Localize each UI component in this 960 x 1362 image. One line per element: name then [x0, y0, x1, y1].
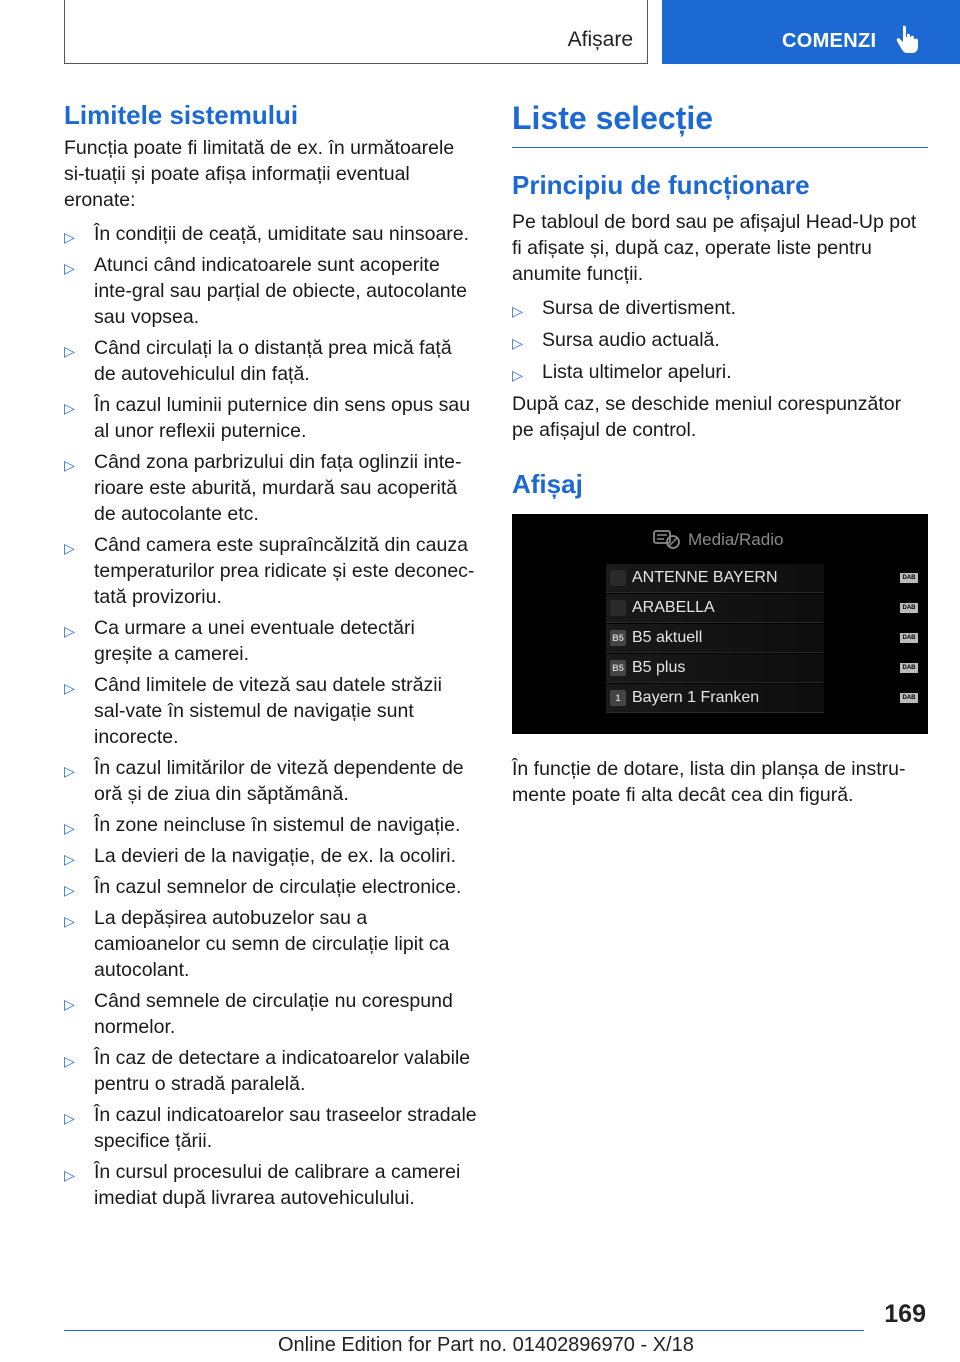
list-item-text: Sursa audio actuală. — [542, 329, 720, 351]
triangle-bullet-icon: ▷ — [64, 1053, 75, 1069]
station-label: B5 plus — [632, 659, 686, 676]
station-icon — [610, 570, 626, 586]
instrument-cluster-screen — [512, 514, 928, 734]
footer-edition: Online Edition for Part no. 01402896970 - X/18 — [278, 1334, 694, 1356]
station-icon — [610, 600, 626, 616]
list-item — [64, 392, 478, 444]
station-label: ANTENNE BAYERN — [632, 569, 778, 586]
list-item-text: Sursa de divertisment. — [542, 297, 737, 319]
selection-lists-list — [512, 295, 928, 385]
display-heading: Afișaj — [512, 469, 583, 499]
operating-principle-heading: Principiu de funcționare — [512, 170, 810, 200]
station-row[interactable] — [606, 684, 916, 713]
list-item — [64, 874, 478, 900]
triangle-bullet-icon: ▷ — [64, 260, 75, 276]
dab-badge: DAB — [900, 693, 918, 703]
triangle-bullet-icon: ▷ — [64, 996, 75, 1012]
list-item-text: Când zona parbrizului din fața oglinzii inte-rioare este aburită, murdară sau acoperită de autocolante etc. — [94, 451, 462, 525]
list-item — [64, 252, 478, 330]
triangle-bullet-icon: ▷ — [64, 343, 75, 359]
triangle-bullet-icon: ▷ — [64, 680, 75, 696]
station-label: ARABELLA — [632, 599, 715, 616]
list-item — [64, 615, 478, 667]
station-icon: B5 — [610, 630, 626, 646]
list-item-text: În zone neincluse în sistemul de navigație. — [94, 814, 461, 836]
menu-note: După caz, se deschide meniul corespunzător pe afișajul de control. — [512, 393, 902, 441]
list-item — [512, 327, 928, 353]
list-item — [64, 843, 478, 869]
system-limits-intro: Funcția poate fi limitată de ex. în următoarele si-tuații și poate afișa informații eventual eronate: — [64, 137, 455, 211]
header-tab-label: COMENZI — [782, 30, 877, 52]
list-item-text: Atunci când indicatoarele sunt acoperite inte-gral sau parțial de obiecte, autocolante sau vopsea. — [94, 254, 467, 328]
station-row[interactable] — [606, 654, 916, 683]
list-item-text: Ca urmare a unei eventuale detectări greșite a camerei. — [94, 617, 415, 665]
list-item — [64, 905, 478, 983]
list-item — [64, 449, 478, 527]
station-label: Bayern 1 Franken — [632, 689, 760, 706]
triangle-bullet-icon: ▷ — [64, 913, 75, 929]
list-item-text: Când camera este supraîncălzită din cauza temperaturilor prea ridicate și este deconec-tată provizoriu. — [94, 534, 475, 608]
screen-title: Media/Radio — [688, 530, 784, 549]
station-list — [606, 564, 916, 714]
triangle-bullet-icon: ▷ — [64, 400, 75, 416]
list-item-text: Lista ultimelor apeluri. — [542, 361, 732, 383]
station-icon: B5 — [610, 660, 626, 676]
list-item-text: În cazul luminii puternice din sens opus sau al unor reflexii puternice. — [94, 394, 471, 442]
system-limits-heading: Limitele sistemului — [64, 100, 299, 130]
list-item-text: În cazul limitărilor de viteză dependente de oră și de ziua din săptămână. — [94, 757, 464, 805]
station-icon: 1 — [610, 690, 626, 706]
list-item — [64, 672, 478, 750]
dab-badge: DAB — [900, 633, 918, 643]
left-column — [64, 100, 478, 1216]
dab-badge: DAB — [900, 573, 918, 583]
title-divider — [512, 147, 928, 148]
triangle-bullet-icon: ▷ — [64, 623, 75, 639]
dab-badge: DAB — [900, 603, 918, 613]
list-item-text: În cursul procesului de calibrare a camerei imediat după livrarea autovehiculului. — [94, 1161, 461, 1209]
media-radio-icon — [652, 528, 682, 550]
triangle-bullet-icon: ▷ — [64, 457, 75, 473]
triangle-bullet-icon: ▷ — [64, 882, 75, 898]
triangle-bullet-icon: ▷ — [512, 335, 523, 351]
right-column — [512, 100, 928, 816]
list-item — [64, 988, 478, 1040]
station-row[interactable] — [606, 594, 916, 623]
list-item-text: La devieri de la navigație, de ex. la ocoliri. — [94, 845, 457, 867]
list-item-text: Când semnele de circulație nu corespund normelor. — [94, 990, 453, 1038]
header-tab-comenzi[interactable] — [662, 0, 960, 64]
triangle-bullet-icon: ▷ — [64, 820, 75, 836]
triangle-bullet-icon: ▷ — [512, 367, 523, 383]
triangle-bullet-icon: ▷ — [64, 763, 75, 779]
list-item — [64, 1045, 478, 1097]
header-section-box — [64, 0, 648, 64]
list-item-text: În cazul semnelor de circulație electronice. — [94, 876, 462, 898]
station-row[interactable] — [606, 564, 916, 593]
triangle-bullet-icon: ▷ — [64, 540, 75, 556]
list-item-text: În caz de detectare a indicatoarelor valabile pentru o stradă paralelă. — [94, 1047, 471, 1095]
list-item — [64, 812, 478, 838]
list-item — [64, 335, 478, 387]
list-item — [64, 1159, 478, 1211]
list-item — [64, 532, 478, 610]
list-item-text: În condiții de ceață, umiditate sau ninsoare. — [94, 223, 470, 245]
list-item — [64, 755, 478, 807]
dab-badge: DAB — [900, 663, 918, 673]
operating-principle-intro: Pe tabloul de bord sau pe afișajul Head-Up pot fi afișate și, după caz, operate liste pentru anumite funcții. — [512, 211, 917, 285]
list-item — [512, 359, 928, 385]
list-item-text: În cazul indicatoarelor sau traseelor stradale specifice țării. — [94, 1104, 477, 1152]
figure-caption: În funcție de dotare, lista din planșa de instru-mente poate fi alta decât cea din figură. — [512, 758, 906, 806]
triangle-bullet-icon: ▷ — [64, 1110, 75, 1126]
list-item — [64, 221, 478, 247]
list-item-text: Când circulați la o distanță prea mică față de autovehiculul din față. — [94, 337, 452, 385]
triangle-bullet-icon: ▷ — [64, 1167, 75, 1183]
triangle-bullet-icon: ▷ — [64, 229, 75, 245]
triangle-bullet-icon: ▷ — [512, 303, 523, 319]
page-number: 169 — [884, 1300, 926, 1328]
list-item-text: Când limitele de viteză sau datele străzii sal-vate în sistemul de navigație sunt incorecte. — [94, 674, 442, 748]
header-section-title: Afișare — [567, 28, 633, 51]
selection-lists-title: Liste selecție — [512, 100, 713, 136]
station-label: B5 aktuell — [632, 629, 703, 646]
footer-divider — [64, 1330, 864, 1331]
list-item-text: La depășirea autobuzelor sau a camioanelor cu semn de circulație lipit ca autocolant. — [94, 907, 450, 981]
station-row[interactable] — [606, 624, 916, 653]
hand-pointer-icon — [894, 24, 920, 54]
system-limits-list — [64, 221, 478, 1211]
list-item — [64, 1102, 478, 1154]
triangle-bullet-icon: ▷ — [64, 851, 75, 867]
list-item — [512, 295, 928, 321]
